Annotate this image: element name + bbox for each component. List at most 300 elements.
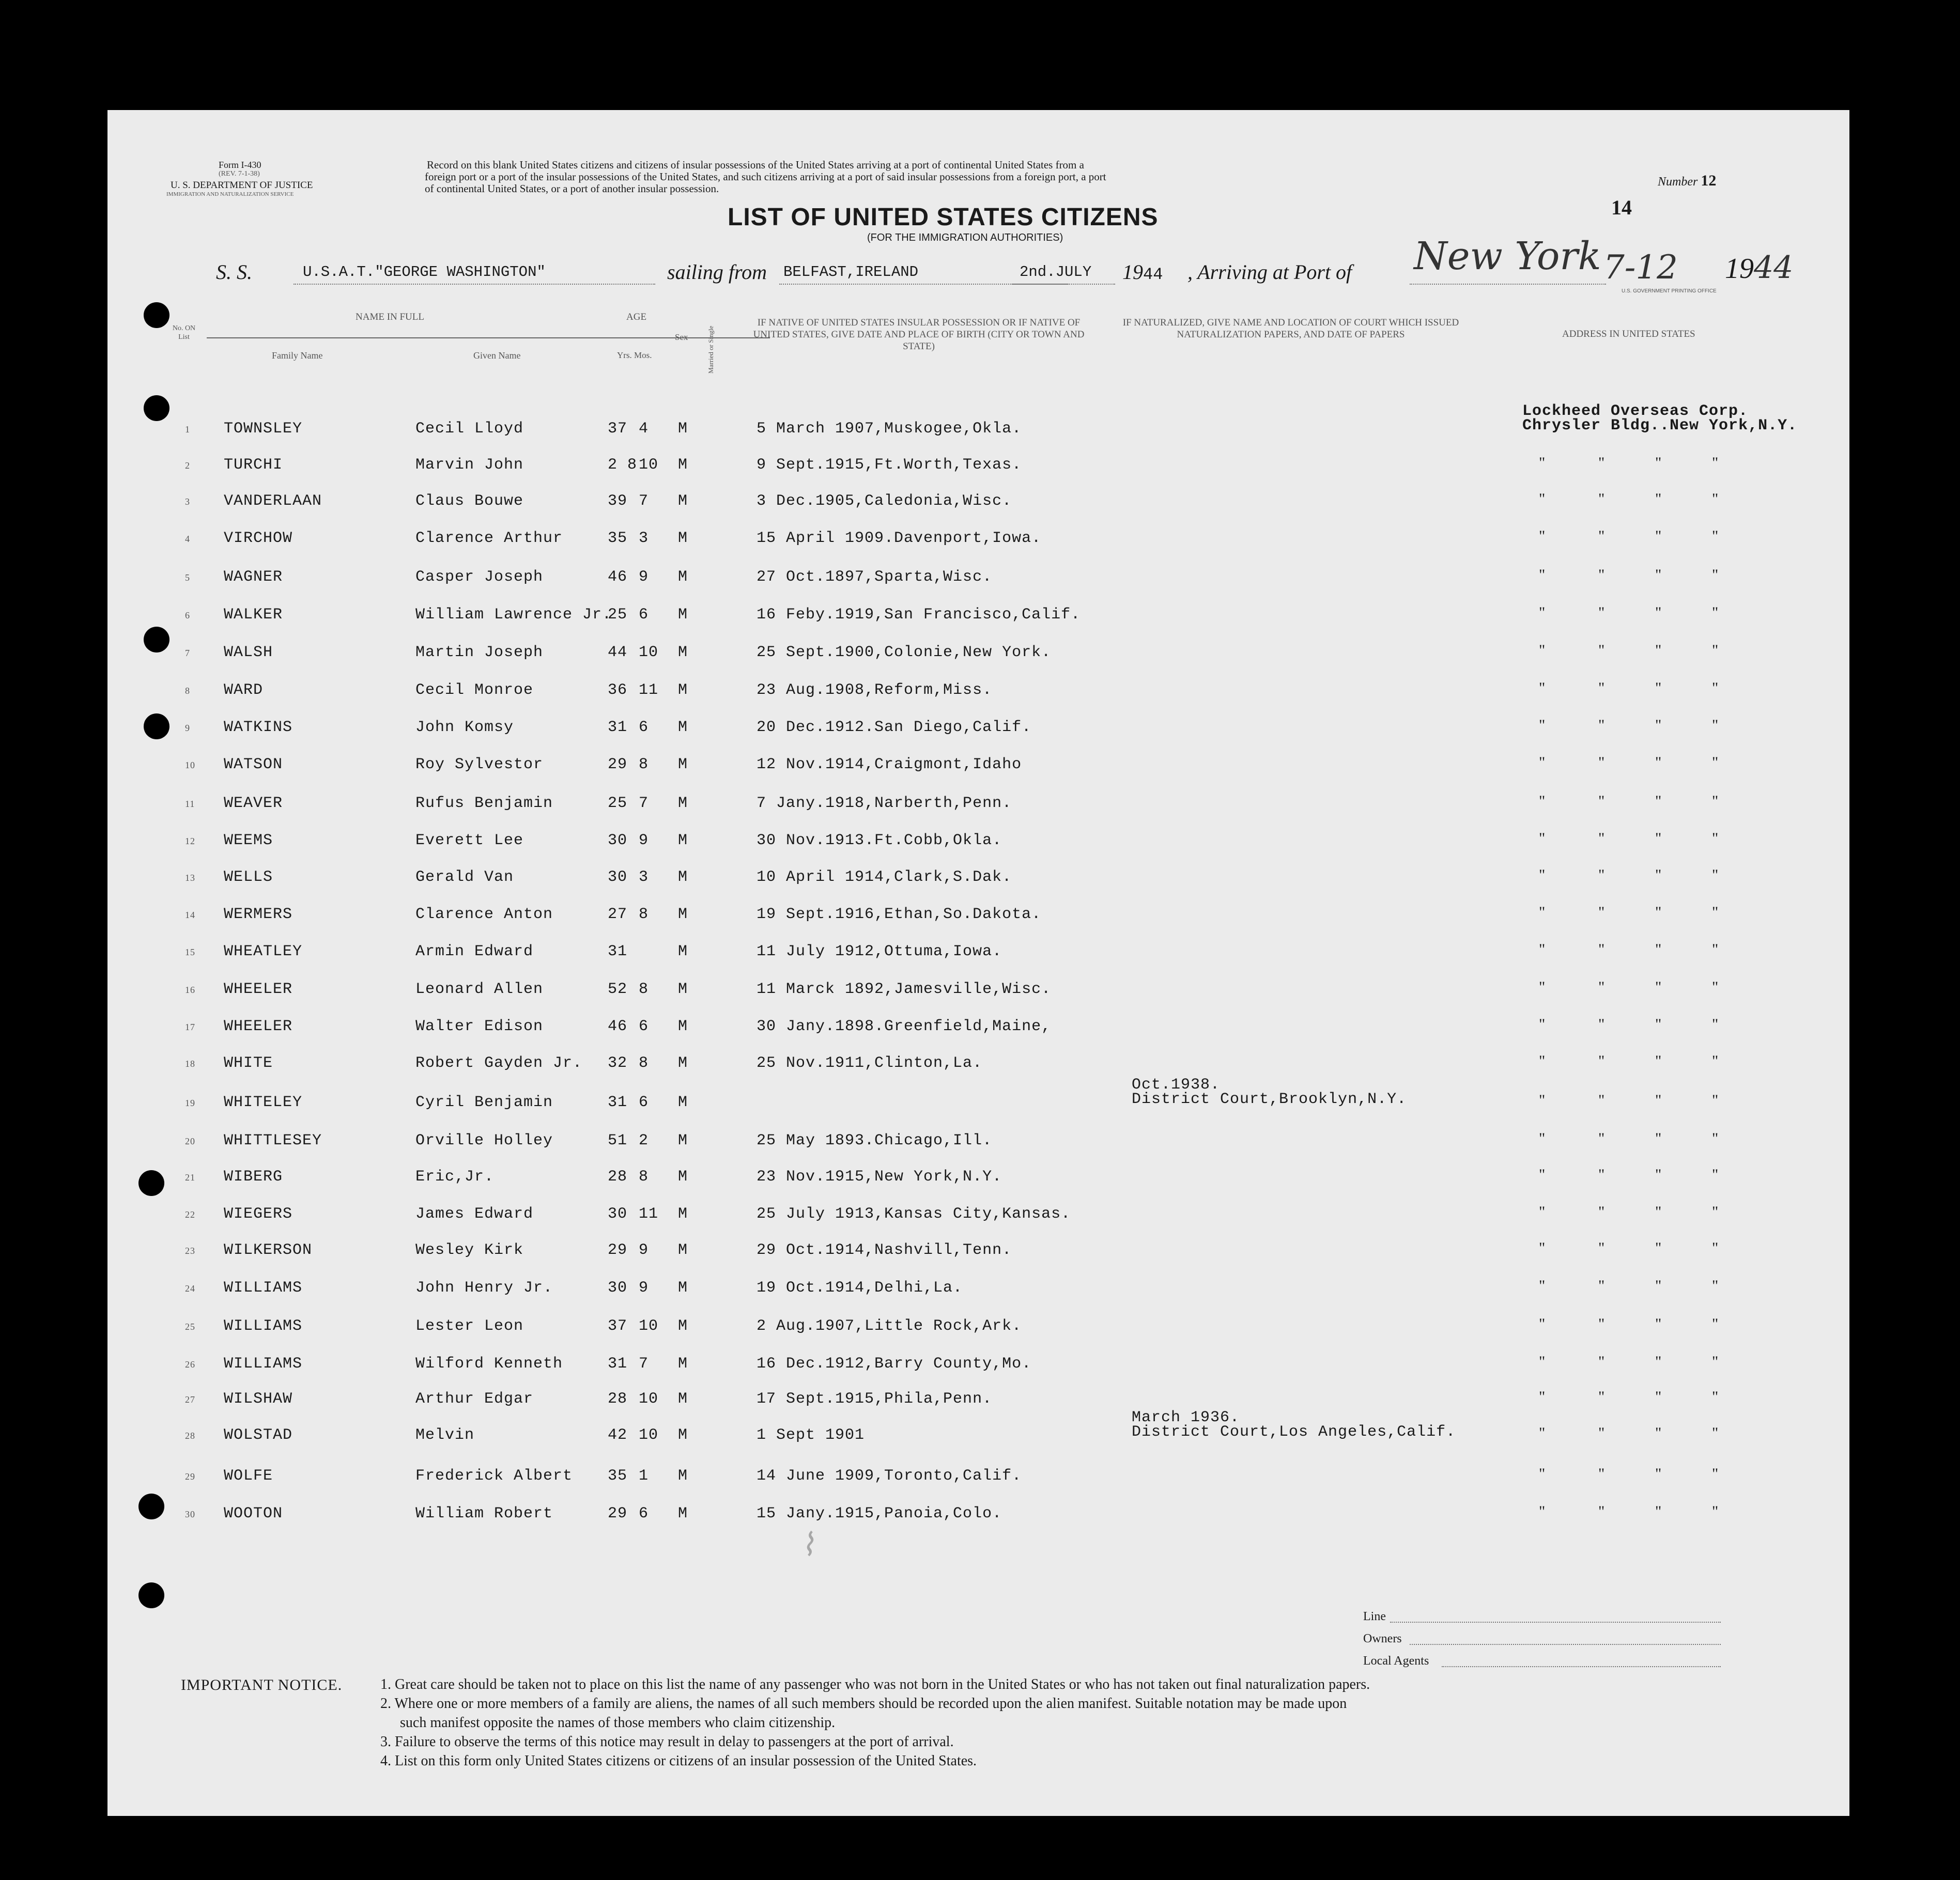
family-name: WOLFE: [224, 1467, 273, 1485]
ditto-mark: ": [1598, 490, 1606, 507]
agents-rule: [1442, 1666, 1721, 1667]
ditto-mark: ": [1598, 1353, 1606, 1370]
age-months: 2: [639, 1132, 649, 1149]
punch-hole: [144, 302, 169, 328]
ditto-mark: ": [1598, 1239, 1606, 1256]
passenger-row: [107, 1241, 1849, 1272]
age-months: 7: [639, 1355, 649, 1373]
ditto-mark: ": [1712, 754, 1719, 771]
ditto-mark: ": [1655, 830, 1662, 847]
age-months: 9: [639, 1241, 649, 1259]
sex: M: [678, 756, 688, 773]
ditto-mark: ": [1655, 1016, 1662, 1033]
address-line-1: Lockheed Overseas Corp.: [1522, 402, 1749, 420]
given-name: Leonard Allen: [415, 981, 544, 998]
ditto-mark: ": [1539, 1130, 1546, 1147]
age-years: 25: [608, 795, 628, 812]
ditto-mark: ": [1598, 527, 1606, 545]
ditto-mark: ": [1655, 1092, 1662, 1109]
col-birth: IF NATIVE OF UNITED STATES INSULAR POSSESSION OR IF NATIVE OF UNITED STATES, GIVE DATE AND PLACE OF BIRTH (CITY OR TOWN AND STATE): [753, 317, 1085, 352]
ditto-mark: ": [1712, 454, 1719, 471]
ditto-mark: ": [1655, 1353, 1662, 1370]
birth-info: 25 Sept.1900,Colonie,New York.: [757, 644, 1052, 661]
ss-label: S. S.: [216, 260, 252, 284]
ditto-mark: ": [1712, 642, 1719, 659]
ditto-mark: ": [1598, 566, 1606, 583]
sex: M: [678, 1168, 688, 1186]
ditto-mark: ": [1598, 793, 1606, 810]
ditto-mark: ": [1539, 642, 1546, 659]
age-years: 30: [608, 1279, 628, 1297]
ditto-mark: ": [1655, 1424, 1662, 1441]
ditto-mark: ": [1655, 1388, 1662, 1405]
page-subtitle: (FOR THE IMMIGRATION AUTHORITIES): [867, 232, 1063, 243]
ditto-mark: ": [1598, 1503, 1606, 1520]
family-name: WARD: [224, 681, 264, 699]
col-no-on-list: No. ON List: [172, 324, 196, 341]
department-name: U. S. DEPARTMENT OF JUSTICE: [171, 180, 313, 191]
ditto-mark: ": [1539, 1277, 1546, 1294]
age-months: 10: [639, 1317, 659, 1335]
ditto-mark: ": [1539, 866, 1546, 883]
sex: M: [678, 492, 688, 510]
passenger-row: [107, 1076, 1849, 1125]
ditto-mark: ": [1539, 1388, 1546, 1405]
notice-title: IMPORTANT NOTICE.: [181, 1676, 343, 1693]
notice-item-2a: 2. Where one or more members of a family are aliens, the names of all such members should be recorded upon the alien manifest. Suitable notation may be made upon: [380, 1696, 1347, 1712]
given-name: Frederick Albert: [415, 1467, 573, 1485]
passenger-row: [107, 1132, 1849, 1163]
ditto-mark: ": [1598, 1052, 1606, 1069]
ditto-mark: ": [1712, 604, 1719, 621]
ditto-mark: ": [1655, 566, 1662, 583]
ditto-mark: ": [1598, 642, 1606, 659]
ditto-mark: ": [1539, 1239, 1546, 1256]
age-months: 1: [639, 1467, 649, 1485]
given-name: Robert Gayden Jr.: [415, 1054, 583, 1072]
family-name: WHEELER: [224, 1018, 293, 1035]
age-months: 10: [639, 1390, 659, 1408]
notice-item-4: 4. List on this form only United States citizens or citizens of an insular possession of the United States.: [380, 1753, 977, 1769]
col-yrs-mos: Yrs. Mos.: [617, 350, 652, 360]
ditto-mark: ": [1539, 830, 1546, 847]
ditto-mark: ": [1655, 1130, 1662, 1147]
ditto-mark: ": [1598, 679, 1606, 696]
birth-info: 23 Aug.1908,Reform,Miss.: [757, 681, 993, 699]
passenger-row: [107, 1317, 1849, 1348]
notice-item-1: 1. Great care should be taken not to place on this list the name of any passenger who was not born in the United States or who has not taken out final naturalization papers.: [380, 1676, 1370, 1692]
sex: M: [678, 1426, 688, 1444]
ditto-mark: ": [1712, 566, 1719, 583]
line-number: 24: [185, 1283, 195, 1294]
age-years: 25: [608, 606, 628, 624]
family-name: WILLIAMS: [224, 1317, 303, 1335]
line-number: 1: [185, 424, 190, 434]
ditto-mark: ": [1539, 679, 1546, 696]
line-number: 8: [185, 686, 190, 696]
line-number: 23: [185, 1246, 195, 1256]
birth-info: 25 Nov.1911,Clinton,La.: [757, 1054, 983, 1072]
col-age: AGE: [626, 312, 647, 322]
ditto-mark: ": [1712, 1388, 1719, 1405]
age-years: 29: [608, 1241, 628, 1259]
family-name: WERMERS: [224, 906, 293, 923]
ditto-mark: ": [1712, 866, 1719, 883]
ditto-mark: ": [1655, 454, 1662, 471]
age-years: 28: [608, 1168, 628, 1186]
given-name: Eric,Jr.: [415, 1168, 495, 1186]
form-id: Form I-430: [219, 160, 261, 170]
sex: M: [678, 868, 688, 886]
given-name: John Komsy: [415, 719, 514, 736]
ditto-mark: ": [1712, 490, 1719, 507]
line-number: 13: [185, 873, 195, 883]
age-months: 11: [639, 1205, 659, 1223]
ditto-mark: ": [1598, 1166, 1606, 1183]
age-months: 8: [639, 981, 649, 998]
given-name: Armin Edward: [415, 943, 534, 960]
given-name: Casper Joseph: [415, 568, 544, 586]
sex: M: [678, 420, 688, 438]
passenger-row: [107, 681, 1849, 712]
ditto-mark: ": [1539, 1424, 1546, 1441]
passenger-row: [107, 644, 1849, 675]
record-note-line-3: of continental United States, or a port of another insular possession.: [425, 182, 719, 195]
family-name: TOWNSLEY: [224, 420, 303, 438]
birth-info: 29 Oct.1914,Nashvill,Tenn.: [757, 1241, 1012, 1259]
family-name: WEEMS: [224, 832, 273, 849]
ditto-mark: ": [1655, 717, 1662, 734]
age-months: 6: [639, 719, 649, 736]
sex: M: [678, 1018, 688, 1035]
age-years: 44: [608, 644, 628, 661]
age-years: 27: [608, 906, 628, 923]
birth-info: 10 April 1914,Clark,S.Dak.: [757, 868, 1012, 886]
ditto-mark: ": [1598, 717, 1606, 734]
family-name: VIRCHOW: [224, 530, 293, 547]
sex: M: [678, 530, 688, 547]
ditto-mark: ": [1598, 1315, 1606, 1332]
given-name: Lester Leon: [415, 1317, 524, 1335]
age-months: 4: [639, 420, 649, 438]
family-name: WHEELER: [224, 981, 293, 998]
sex: M: [678, 1054, 688, 1072]
line-number: 27: [185, 1394, 195, 1405]
sex: M: [678, 719, 688, 736]
birth-info: 19 Sept.1916,Ethan,So.Dakota.: [757, 906, 1042, 923]
ditto-mark: ": [1655, 793, 1662, 810]
sail-date-rule: [1012, 284, 1115, 285]
sex: M: [678, 1132, 688, 1149]
passenger-row: [107, 1205, 1849, 1236]
ditto-mark: ": [1539, 454, 1546, 471]
age-months: 11: [639, 681, 659, 699]
age-years: 37: [608, 420, 628, 438]
ditto-mark: ": [1712, 717, 1719, 734]
family-name: WELLS: [224, 868, 273, 886]
birth-info: 12 Nov.1914,Craigmont,Idaho: [757, 756, 1022, 773]
sex: M: [678, 644, 688, 661]
sex: M: [678, 568, 688, 586]
ditto-mark: ": [1712, 941, 1719, 958]
line-number: 18: [185, 1059, 195, 1069]
age-months: 6: [639, 606, 649, 624]
birth-info: 25 July 1913,Kansas City,Kansas.: [757, 1205, 1071, 1223]
given-name: Wesley Kirk: [415, 1241, 524, 1259]
age-years: 30: [608, 868, 628, 886]
col-naturalized: IF NATURALIZED, GIVE NAME AND LOCATION OF COURT WHICH ISSUED NATURALIZATION PAPERS, AND DATE OF PAPERS: [1122, 317, 1459, 340]
printing-office: U.S. GOVERNMENT PRINTING OFFICE: [1622, 288, 1717, 294]
ditto-mark: ": [1712, 904, 1719, 921]
birth-info: 16 Feby.1919,San Francisco,Calif.: [757, 606, 1081, 624]
given-name: Melvin: [415, 1426, 475, 1444]
ditto-mark: ": [1539, 1353, 1546, 1370]
line-number: 3: [185, 496, 190, 507]
age-months: 8: [639, 1054, 649, 1072]
age-years: 35: [608, 530, 628, 547]
col-sex: Sex: [675, 332, 688, 342]
family-name: WHITELEY: [224, 1094, 303, 1111]
ditto-mark: ": [1655, 1052, 1662, 1069]
birth-info: 16 Dec.1912,Barry County,Mo.: [757, 1355, 1032, 1373]
ditto-mark: ": [1712, 1315, 1719, 1332]
line-number: 28: [185, 1431, 195, 1441]
ditto-mark: ": [1598, 454, 1606, 471]
family-name: WILKERSON: [224, 1241, 313, 1259]
age-months: 8: [639, 906, 649, 923]
birth-info: 19 Oct.1914,Delhi,La.: [757, 1279, 963, 1297]
ditto-mark: ": [1598, 1203, 1606, 1220]
ditto-mark: ": [1598, 830, 1606, 847]
ditto-mark: ": [1712, 1166, 1719, 1183]
ditto-mark: ": [1655, 642, 1662, 659]
passenger-row: [107, 1467, 1849, 1498]
passenger-row: [107, 1409, 1849, 1457]
age-months: 10: [639, 644, 659, 661]
passenger-row: [107, 978, 1849, 1012]
arrival-year: 1944: [1725, 250, 1794, 286]
notice-item-2b: such manifest opposite the names of those members who claim citizenship.: [400, 1715, 836, 1731]
given-name: Orville Holley: [415, 1132, 553, 1149]
ditto-mark: ": [1598, 1424, 1606, 1441]
col-address: ADDRESS IN UNITED STATES: [1562, 329, 1695, 339]
ditto-mark: ": [1712, 1130, 1719, 1147]
age-years: 51: [608, 1132, 628, 1149]
age-years: 35: [608, 1467, 628, 1485]
passenger-row: [107, 606, 1849, 637]
ditto-mark: ": [1712, 793, 1719, 810]
ditto-mark: ": [1539, 1203, 1546, 1220]
given-name: William Robert: [415, 1505, 553, 1522]
family-name: WEAVER: [224, 795, 283, 812]
ditto-mark: ": [1655, 1166, 1662, 1183]
ditto-mark: ": [1539, 793, 1546, 810]
sail-date: 2nd.JULY: [1020, 263, 1092, 281]
ditto-mark: ": [1655, 866, 1662, 883]
age-months: 3: [639, 530, 649, 547]
birth-info: 2 Aug.1907,Little Rock,Ark.: [757, 1317, 1022, 1335]
birth-info: 11 July 1912,Ottuma,Iowa.: [757, 943, 1002, 960]
birth-info: 17 Sept.1915,Phila,Penn.: [757, 1390, 993, 1408]
sex: M: [678, 1279, 688, 1297]
passenger-row: [107, 1279, 1849, 1310]
line-number: 30: [185, 1509, 195, 1519]
ship-name: U.S.A.T."GEORGE WASHINGTON": [303, 263, 546, 281]
ditto-mark: ": [1539, 978, 1546, 996]
birth-info: 3 Dec.1905,Caledonia,Wisc.: [757, 492, 1012, 510]
age-months: 10: [639, 1426, 659, 1444]
given-name: Everett Lee: [415, 832, 524, 849]
line-number: 10: [185, 760, 195, 770]
sail-year: 1944: [1122, 260, 1163, 284]
family-name: VANDERLAAN: [224, 492, 322, 510]
age-years: 39: [608, 492, 628, 510]
birth-info: 25 May 1893.Chicago,Ill.: [757, 1132, 993, 1149]
ditto-mark: ": [1539, 1016, 1546, 1033]
sex: M: [678, 1317, 688, 1335]
ditto-mark: ": [1712, 527, 1719, 545]
passenger-row: [107, 1018, 1849, 1049]
naturalization-court: District Court,Los Angeles,Calif.: [1132, 1423, 1456, 1441]
family-name: WOLSTAD: [224, 1426, 293, 1444]
ditto-mark: ": [1539, 941, 1546, 958]
ditto-mark: ": [1539, 754, 1546, 771]
handwritten-mark: ⌇: [798, 1526, 817, 1564]
family-name: WALSH: [224, 644, 273, 661]
ditto-mark: ": [1655, 1465, 1662, 1482]
ditto-mark: ": [1655, 1503, 1662, 1520]
given-name: James Edward: [415, 1205, 534, 1223]
given-name: Walter Edison: [415, 1018, 544, 1035]
birth-info: 1 Sept 1901: [757, 1426, 865, 1444]
given-name: Wilford Kenneth: [415, 1355, 563, 1373]
ditto-mark: ": [1539, 1052, 1546, 1069]
age-years: 28: [608, 1390, 628, 1408]
sex: M: [678, 456, 688, 474]
birth-info: 23 Nov.1915,New York,N.Y.: [757, 1168, 1002, 1186]
age-years: 37: [608, 1317, 628, 1335]
number-label: Number 12: [1658, 172, 1717, 189]
ditto-mark: ": [1712, 1052, 1719, 1069]
ditto-mark: ": [1598, 604, 1606, 621]
sex: M: [678, 943, 688, 960]
given-name: Cyril Benjamin: [415, 1094, 553, 1111]
ditto-mark: ": [1712, 1503, 1719, 1520]
line-number: 9: [185, 723, 190, 733]
passenger-row: [107, 719, 1849, 750]
passenger-row: [107, 868, 1849, 899]
passenger-row: [107, 456, 1849, 487]
arrival-date: 7-12: [1603, 248, 1678, 287]
ditto-mark: ": [1598, 941, 1606, 958]
line-number: 21: [185, 1172, 195, 1183]
ditto-mark: ": [1539, 1503, 1546, 1520]
family-name: WHITE: [224, 1054, 273, 1072]
line-number: 11: [185, 799, 195, 809]
given-name: Rufus Benjamin: [415, 795, 553, 812]
age-years: 29: [608, 1505, 628, 1522]
age-years: 2 8: [608, 456, 638, 474]
age-years: 31: [608, 1355, 628, 1373]
birth-info: 14 June 1909,Toronto,Calif.: [757, 1467, 1022, 1485]
ditto-mark: ": [1539, 566, 1546, 583]
age-years: 36: [608, 681, 628, 699]
sailing-label: sailing from: [667, 260, 767, 284]
ditto-mark: ": [1598, 1092, 1606, 1109]
ditto-mark: ": [1598, 1016, 1606, 1033]
record-note-line-1: Record on this blank United States citizens and citizens of insular possessions of the United States arriving at a port of continental United States from a: [427, 159, 1084, 171]
line-rule: [1390, 1622, 1721, 1623]
address-line-2: Chrysler Bldg..New York,N.Y.: [1522, 417, 1798, 434]
record-note-line-2: foreign port or a port of the insular possessions of the United States, and such citizens arriving at a port of said insular possessions from a foreign port, a port: [425, 170, 1106, 183]
sex: M: [678, 1390, 688, 1408]
ditto-mark: ": [1655, 1277, 1662, 1294]
ditto-mark: ": [1598, 866, 1606, 883]
age-years: 31: [608, 1094, 628, 1111]
ship-name-rule: [294, 284, 655, 285]
sex: M: [678, 906, 688, 923]
age-years: 30: [608, 832, 628, 849]
manifest-page: [107, 110, 1849, 1816]
birth-info: 9 Sept.1915,Ft.Worth,Texas.: [757, 456, 1022, 474]
col-family-name: Family Name: [272, 350, 323, 361]
notice-item-3: 3. Failure to observe the terms of this notice may result in delay to passengers at the port of arrival.: [380, 1734, 954, 1750]
given-name: Martin Joseph: [415, 644, 544, 661]
line-number: 6: [185, 610, 190, 620]
passenger-row: [107, 1390, 1849, 1421]
age-months: 10: [639, 456, 659, 474]
ditto-mark: ": [1712, 679, 1719, 696]
arrival-port-rule: [1410, 284, 1606, 285]
family-name: WHEATLEY: [224, 943, 303, 960]
ditto-mark: ": [1712, 1239, 1719, 1256]
birth-info: 27 Oct.1897,Sparta,Wisc.: [757, 568, 993, 586]
passenger-row: [107, 568, 1849, 599]
given-name: Cecil Monroe: [415, 681, 534, 699]
naturalization-court: District Court,Brooklyn,N.Y.: [1132, 1091, 1407, 1108]
sex: M: [678, 832, 688, 849]
ditto-mark: ": [1655, 904, 1662, 921]
age-months: 9: [639, 832, 649, 849]
sex: M: [678, 795, 688, 812]
line-number: 2: [185, 460, 190, 471]
age-months: 9: [639, 1279, 649, 1297]
ditto-mark: ": [1712, 1277, 1719, 1294]
ditto-mark: ": [1598, 754, 1606, 771]
family-name: WAGNER: [224, 568, 283, 586]
ditto-mark: ": [1655, 754, 1662, 771]
passenger-row: [107, 943, 1849, 974]
age-years: 29: [608, 756, 628, 773]
sex: M: [678, 1355, 688, 1373]
passenger-row: [107, 1355, 1849, 1386]
sailing-from: BELFAST,IRELAND: [783, 263, 919, 281]
age-months: 8: [639, 756, 649, 773]
ditto-mark: ": [1539, 1315, 1546, 1332]
birth-info: 30 Jany.1898.Greenfield,Maine,: [757, 1018, 1052, 1035]
age-months: 6: [639, 1505, 649, 1522]
age-months: 9: [639, 568, 649, 586]
family-name: WALKER: [224, 606, 283, 624]
ditto-mark: ": [1655, 604, 1662, 621]
family-name: WHITTLESEY: [224, 1132, 322, 1149]
service-name: IMMIGRATION AND NATURALIZATION SERVICE: [166, 191, 294, 197]
ditto-mark: ": [1539, 1465, 1546, 1482]
arriving-label: , Arriving at Port of: [1187, 260, 1352, 284]
passenger-row: [107, 906, 1849, 937]
given-name: Clarence Arthur: [415, 530, 563, 547]
naturalization-date: March 1936.: [1132, 1409, 1240, 1426]
